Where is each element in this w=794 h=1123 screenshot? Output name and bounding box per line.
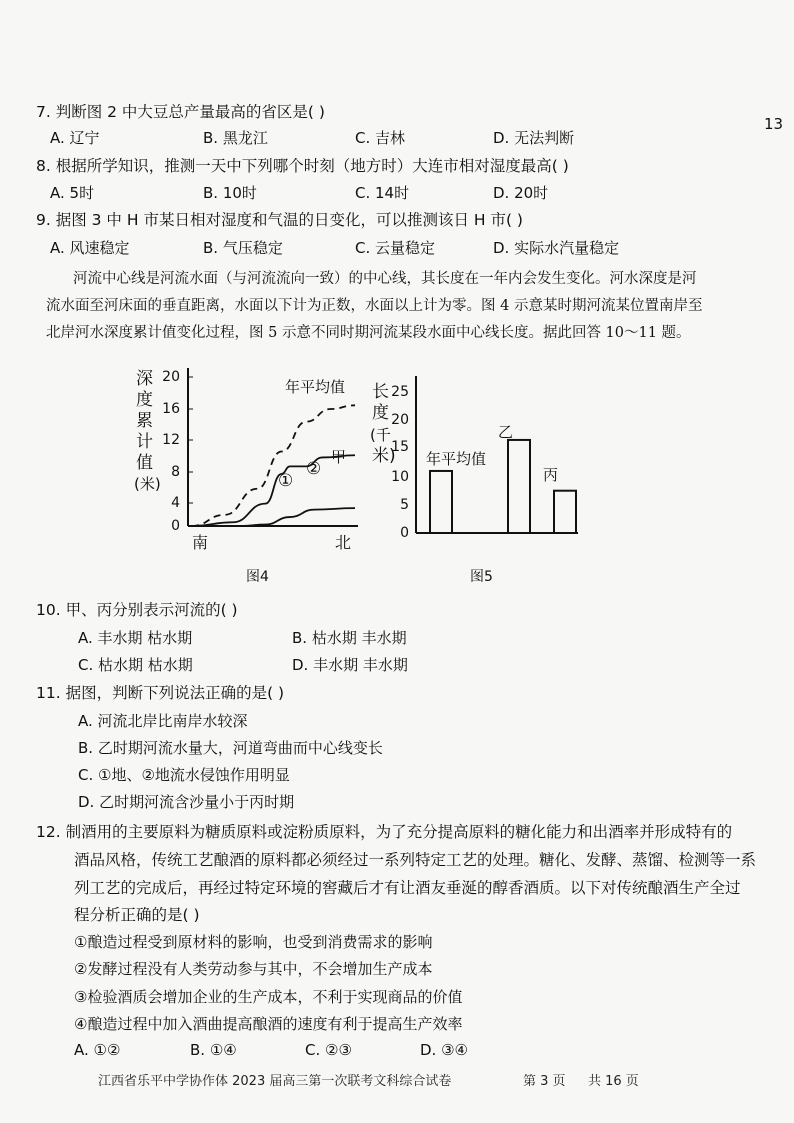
question-8-option-b: B. 10时 bbox=[203, 184, 257, 202]
question-8-option-c: C. 14时 bbox=[355, 184, 410, 202]
question-11-option-d: D. 乙时期河流含沙量小于丙时期 bbox=[78, 793, 295, 811]
footer-total: 共 16 页 bbox=[588, 1074, 639, 1089]
question-10-option-c: C. 枯水期 枯水期 bbox=[78, 656, 193, 674]
question-7-option-b: B. 黑龙江 bbox=[203, 129, 268, 147]
fig4-ytick-0: 0 bbox=[171, 518, 180, 534]
question-12-line-1: 12. 制酒用的主要原料为糖质原料或淀粉质原料，为了充分提高原料的糖化能力和出酒率并形成特有的 bbox=[36, 823, 733, 841]
fig5-bar-3 bbox=[554, 491, 576, 533]
fig4-ytick-16: 16 bbox=[162, 401, 180, 417]
fig5-ytick-20: 20 bbox=[391, 412, 409, 428]
question-12-option-b: B. ①④ bbox=[190, 1041, 237, 1059]
question-12-item-3: ③检验酒质会增加企业的生产成本，不利于实现商品的价值 bbox=[74, 988, 463, 1006]
fig5-ytick-5: 5 bbox=[400, 497, 409, 513]
question-11-stem: 11. 据图，判断下列说法正确的是( ) bbox=[36, 684, 285, 702]
question-12-line-4: 程分析正确的是( ) bbox=[74, 906, 200, 924]
question-12-item-2: ②发酵过程没有人类劳动参与其中，不会增加生产成本 bbox=[74, 960, 433, 978]
fig4-ytick-4: 4 bbox=[171, 495, 180, 511]
figure-4-chart bbox=[130, 352, 370, 557]
question-7-option-c: C. 吉林 bbox=[355, 129, 406, 147]
question-9-option-b: B. 气压稳定 bbox=[203, 239, 283, 257]
side-page-number: 13 bbox=[764, 115, 784, 133]
question-9-option-d: D. 实际水汽量稳定 bbox=[493, 239, 620, 257]
question-10-stem: 10. 甲、丙分别表示河流的( ) bbox=[36, 601, 238, 619]
fig5-ylabel-2: 度 bbox=[372, 403, 389, 423]
question-10-option-a: A. 丰水期 枯水期 bbox=[78, 629, 193, 647]
question-12-item-4: ④酿造过程中加入酒曲提高酿酒的速度有利于提高生产效率 bbox=[74, 1015, 463, 1033]
fig4-ylabel-4: 计 bbox=[136, 432, 153, 452]
figure-4-caption: 图4 bbox=[246, 569, 269, 585]
fig5-bar-1 bbox=[430, 471, 452, 533]
intro-line-2: 流水面至河床面的垂直距离，水面以下计为正数，水面以上计为零。图 4 示意某时期河流某位置南岸至 bbox=[46, 298, 703, 314]
fig5-ytick-15: 15 bbox=[391, 439, 409, 455]
fig4-marker-1: ① bbox=[278, 471, 294, 491]
fig4-label-jia: 甲 bbox=[331, 448, 347, 466]
question-12-option-a: A. ①② bbox=[74, 1041, 121, 1059]
question-12-line-2: 酒品风格，传统工艺酿酒的原料都必须经过一系列特定工艺的处理。糖化、发酵、蒸馏、检测等一系 bbox=[74, 851, 757, 869]
question-12-item-1: ①酿造过程受到原材料的影响，也受到消费需求的影响 bbox=[74, 933, 433, 951]
fig5-ytick-0: 0 bbox=[400, 525, 409, 541]
fig4-x-left: 南 bbox=[192, 533, 209, 552]
question-9-option-c: C. 云量稳定 bbox=[355, 239, 436, 257]
fig4-ylabel-1: 深 bbox=[136, 369, 153, 389]
fig5-label-annual: 年平均值 bbox=[426, 450, 487, 468]
question-8-stem: 8. 根据所学知识，推测一天中下列哪个时刻（地方时）大连市相对湿度最高( ) bbox=[36, 157, 569, 175]
intro-line-1: 河流中心线是河流水面（与河流流向一致）的中心线，其长度在一年内会发生变化。河水深度是河 bbox=[73, 271, 697, 287]
fig4-ylabel-5: 值 bbox=[136, 453, 153, 473]
fig5-label-bing: 丙 bbox=[543, 466, 559, 484]
question-10-option-d: D. 丰水期 丰水期 bbox=[292, 656, 408, 674]
fig4-ytick-8: 8 bbox=[171, 464, 180, 480]
question-11-option-b: B. 乙时期河流水量大，河道弯曲而中心线变长 bbox=[78, 739, 383, 757]
question-11-option-c: C. ①地、②地流水侵蚀作用明显 bbox=[78, 766, 290, 784]
question-7-option-d: D. 无法判断 bbox=[493, 129, 575, 147]
figure-5-caption: 图5 bbox=[470, 569, 493, 585]
fig4-ylabel-2: 度 bbox=[136, 390, 153, 410]
fig4-marker-2: ② bbox=[306, 459, 322, 479]
fig4-label-annual: 年平均值 bbox=[285, 378, 346, 396]
fig4-series-line-3 bbox=[241, 508, 355, 526]
footer-school: 江西省乐平中学协作体 2023 届高三第一次联考文科综合试卷 bbox=[98, 1074, 452, 1089]
fig4-ylabel-3: 累 bbox=[136, 411, 153, 431]
question-12-option-d: D. ③④ bbox=[420, 1041, 468, 1059]
fig5-ytick-10: 10 bbox=[391, 469, 409, 485]
fig4-x-right: 北 bbox=[335, 533, 352, 552]
fig5-ylabel-3: (千 bbox=[370, 426, 391, 444]
question-10-option-b: B. 枯水期 丰水期 bbox=[292, 629, 407, 647]
fig4-ylabel-6: (米) bbox=[134, 475, 161, 493]
fig5-ytick-25: 25 bbox=[391, 384, 409, 400]
fig5-ylabel-1: 长 bbox=[372, 382, 389, 402]
fig4-ytick-12: 12 bbox=[162, 432, 180, 448]
fig5-ylabel-4: 米) bbox=[372, 446, 396, 466]
question-9-option-a: A. 风速稳定 bbox=[50, 239, 130, 257]
figure-5-chart bbox=[366, 362, 586, 547]
fig4-ytick-20: 20 bbox=[162, 369, 180, 385]
question-7-option-a: A. 辽宁 bbox=[50, 129, 100, 147]
fig5-label-yi: 乙 bbox=[498, 423, 514, 441]
question-12-line-3: 列工艺的完成后，再经过特定环境的窖藏后才有让酒友垂涎的醇香酒质。以下对传统酿酒生产全过 bbox=[74, 879, 741, 897]
question-8-option-d: D. 20时 bbox=[493, 184, 549, 202]
question-12-option-c: C. ②③ bbox=[305, 1041, 352, 1059]
question-8-option-a: A. 5时 bbox=[50, 184, 95, 202]
footer-page: 第 3 页 bbox=[523, 1074, 566, 1089]
fig5-bar-2 bbox=[508, 440, 530, 533]
question-7-stem: 7. 判断图 2 中大豆总产量最高的省区是( ) bbox=[36, 103, 325, 121]
question-11-option-a: A. 河流北岸比南岸水较深 bbox=[78, 712, 248, 730]
question-9-stem: 9. 据图 3 中 H 市某日相对湿度和气温的日变化，可以推测该日 H 市( ) bbox=[36, 211, 523, 229]
intro-line-3: 北岸河水深度累计值变化过程，图 5 示意不同时期河流某段水面中心线长度。据此回答 10～11 题。 bbox=[46, 325, 691, 341]
